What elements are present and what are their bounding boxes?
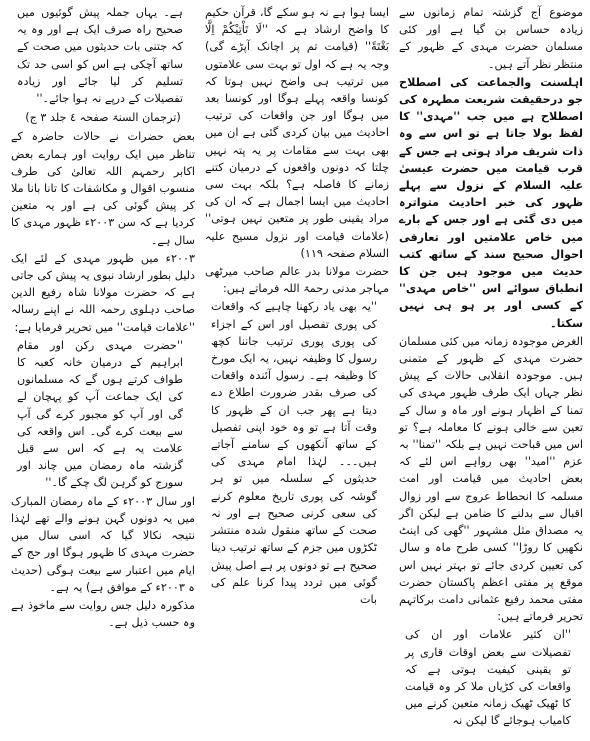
paragraph: مذکورہ دلیل جس روایت سے ماخوذ ہے وہ حسب ذیل ہے۔ (11, 598, 195, 630)
paragraph: اہلسنت والجماعت کی اصطلاح جو درحقیقت شریعت مطہرہ کی اصطلاح ہے میں جب ''مہدی'' کا لفظ بولا جاتا ہے تو اس سے وہ ذات شریف مراد ہوتی ہے جس کے قرب قیامت میں حضرت عیسیٰ علیہ السلام کے نزول سے پہلے ظہور کی خبر احادیث متواترہ میں دی گئی ہے اور جس کے بارے میں خاص علامتیں اور تعارفی احوال صحیح سند کے ساتھ کتب حدیث میں موجود ہیں جن کا انطباق سوائے اس ''خاص مہدی'' کے کسی اور پر ہو ہی نہیں سکتا۔ (399, 75, 583, 330)
text-column-left (8, 4, 198, 737)
paragraph: بعض حضرات نے حالات حاضرہ کے تناظر میں ایک روایت اور ہمارے بعض اکابر رحمہم اللہ تعالیٰ کی طرف منسوب اقوال و مکاشفات کا تانا بانا ملا کر پیش گوئی کی ہے اور یہ متعین کردیا ہے کہ سن ٢٠٠٣ء ظہور مہدی کا سال ہے۔ (11, 130, 195, 247)
paragraph: ایسا ہوا ہے نہ ہو سکے گا، قرآن حکیم کا واضح ارشاد ہے کہ ''لَا تَاْتِیْكُمْ اِلَّا بَغْتَةً'' (قیامت تم پر اچانک آپڑے گی) وجہ یہ ہے کہ اول تو بہت سی علامتوں میں ترتیب ہی واضح نہیں ہوتا کہ کونسا واقعہ پہلے ہوگا اور کونسا بعد میں ہوگا اور جن واقعات کی ترتیب احادیث میں بیان کردی گئی ہے ان میں بھی بہت سے مقامات پر یہ پتہ نہیں چلتا کہ دونوں واقعوں کے درمیان کتنے زمانے کا فاصلہ ہے؟ بلکہ بہت سی احادیث میں ایسا اجمال ہے کہ ان کی مراد یقینی طور پر متعین نہیں ہوتی'' (علامات قیامت اور نزول مسیح علیہ السلام صفحہ ١١٩) (205, 6, 389, 260)
paragraph: اور سال ٢٠٠٣ء کے ماہ رمضان المبارک میں یہ دونوں گہن ہونے والے تھے لہٰذا نتیجہ نکالا گیا کہ اسی سال میں حضرت مہدی کا ظہور ہوگا اور حج کے ایام میں اعتبار سے بیعت ہوگی (حدیث ہ ٢٠٠٣ء کے موافق ہے) یہ ہے۔ (11, 494, 196, 594)
reference-citation: (ترجمان السنۃ صفحہ ٤ جلد ٣ ج) (25, 111, 181, 125)
quote-paragraph: ''ان کثیر علامات اور ان کی تفصیلات سے بعض اوقات قاری پر تو یقینی کیفیت ہوتی ہے کہ واقعات کی کڑیاں ملا کر وہ قیامت کا ٹھیک ٹھیک زمانہ متعین کرنے میں کامیاب ہوجائے گا لیکن نہ (405, 628, 571, 728)
paragraph: موضوع آج گزشتہ تمام زمانوں سے زیادہ حساس بن گیا ہے اور کئی مسلمان حضرت مہدی کے ظہور کے منتظر نظر آتے ہیں۔ (399, 6, 583, 71)
paragraph: حضرت مولانا بدر عالم صاحب میرٹھی مہاجر مدنی رحمۃ اللہ فرماتے ہیں: (205, 265, 389, 296)
paragraph: ٢٠٠٣ء میں ظہور مہدی کے لئے ایک دلیل بطور ارشاد نبوی یہ پیش کی جاتی ہے کہ حضرت مولانا شاہ رفیع الدین صاحب دہلوی رحمہ اللہ نے اپنے رسالہ ''علامات قیامت'' میں تحریر فرمایا ہے: (11, 251, 195, 334)
quote-paragraph: ''یہ بھی یاد رکھنا چاہیے کہ واقعات کی پوری تفصیل اور اس کے اجزاء کی پوری پوری ترتیب جاننا کچھ رسول کا وظیفہ نہیں، یہ ایک مورخ کا وظیفہ ہے۔ رسول آئندہ واقعات کی صرف بقدر ضرورت اطلاع دے دیتا ہے پھر جب ان کے ظہور کا وقت آتا ہے تو وہ خود اپنی تفصیل کے ساتھ آنکھوں کے سامنے آجاتے ہیں۔۔۔ لہٰذا امام مہدی کی حدیثوں کے سلسلہ میں تو ہر گوشہ کی پوری تاریخ معلوم کرنے کی سعی کرنی صحیح ہے اور نہ صحت کے ساتھ منقول شدہ منتشر ٹکڑوں میں جزم کے ساتھ ترتیب دینا صحیح ہے تو دونوں پر ہے اصل پیش گوئی میں تردد پیدا کرنا علم کی بات (211, 300, 377, 606)
quote-paragraph: ہے۔ یہاں جملہ پیش گوئیوں میں صحیح راہ صرف ایک ہے اور وہ یہ کہ جتنی بات حدیثوں میں صحت کے ساتھ آچکی ہے اس کو اسی حد تک تسلیم کر لیا جائے اور زیادہ تفصیلات کے درپے نہ ہوا جائے۔'' (17, 6, 183, 106)
text-column-right (396, 4, 586, 737)
text-column-middle (202, 4, 392, 737)
quote-paragraph: ''حضرت مہدی رکن اور مقام ابراہیم کے درمیان خانہ کعبہ کا طواف کرتے ہوں گے کہ مسلمانوں کی ایک جماعت آپ کو پہچان لے گی اور آپ کو مجبور کرے گی آپ سے بیعت کرے گی۔ اس واقعہ کی علامت یہ ہے کہ اس سے قبل گزشتہ ماہ رمضان میں چاند اور سورج کو گرہن لگ چکے گا۔'' (17, 338, 183, 490)
paragraph: الغرض موجودہ زمانہ میں کئی مسلمان حضرت مہدی کے ظہور کے متمنی ہیں۔ موجودہ انقلابی حالات کے پیش نظر جہاں ایک طرف ظہور مہدی کی تمنا کے اظہار ہونے اور ماہ و سال کے تعین سے خالی ہونے کا معاملہ ہے؟ تو اس میں قباحت نہیں ہے بلکہ ''تمنا'' بہ عزم ''امید'' بھی رواہے اس لئے کہ بعض احادیث میں قیامت اور امت مسلمہ کا انحطاط عروج سے اور زوال اقبال سے بدلنے کا ضامن ہے لیکن اگر یہ مصداق مثل مشہور ''گھی کی اینٹ نکھیں کا روڑا'' کسی طرح ماہ و سال کی تعیین کردی جائے تو بہتر نہیں اس موقع پر مفتی اعظم پاکستان حضرت مفتی محمد رفیع عثمانی دامت برکاتہم تحریر فرماتے ہیں: (399, 334, 583, 624)
